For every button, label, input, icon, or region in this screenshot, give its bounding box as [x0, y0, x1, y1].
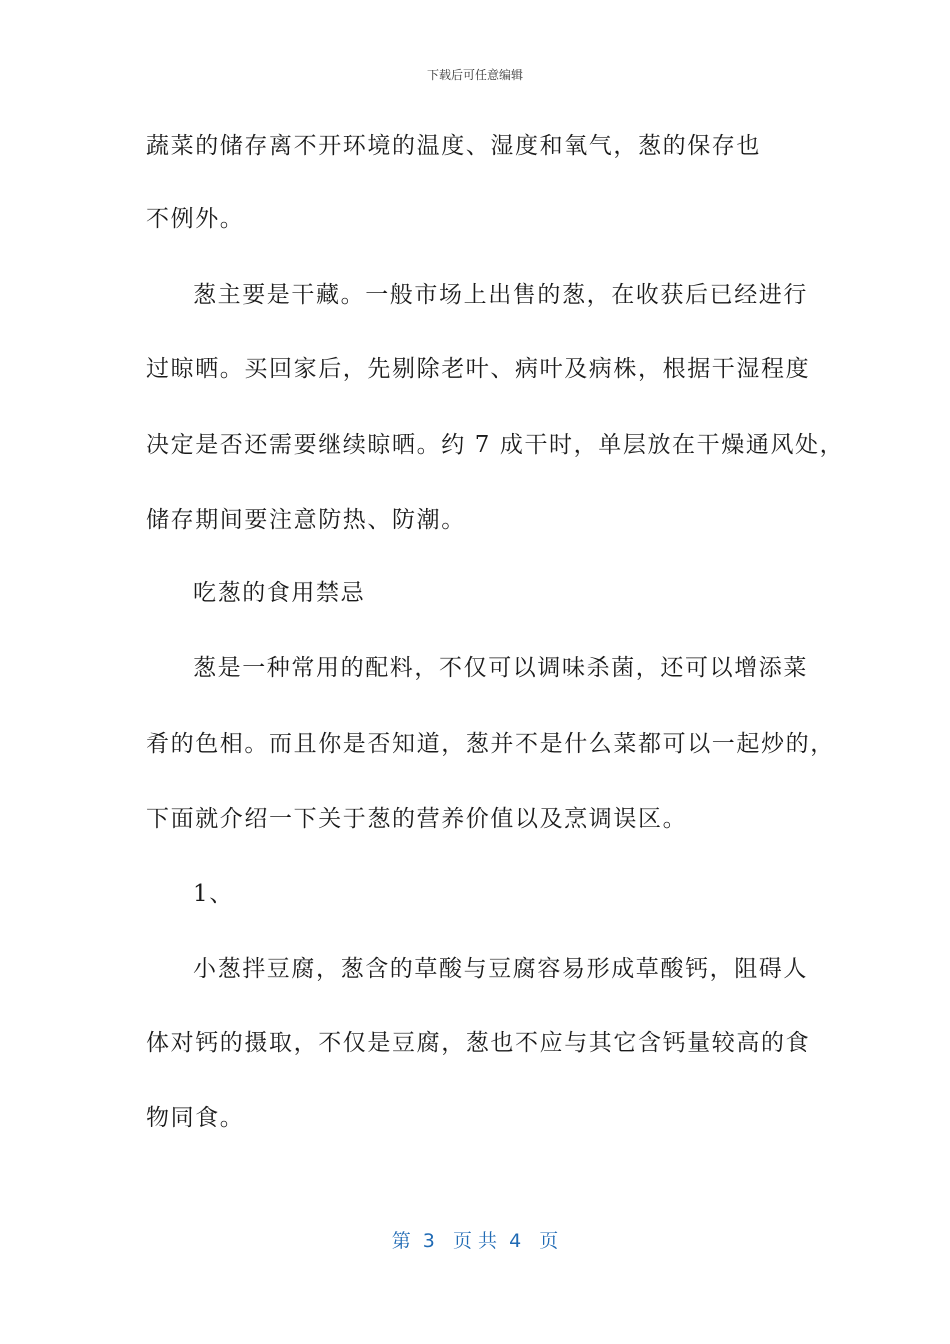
- line-12: 小葱拌豆腐，葱含的草酸与豆腐容易形成草酸钙，阻碍人: [193, 956, 808, 982]
- line-6: 储存期间要注意防热、防潮。: [146, 507, 466, 533]
- line-5: 决定是否还需要继续晾晒。约 7 成干时，单层放在干燥通风处，: [146, 432, 845, 458]
- line-2: 不例外。: [146, 206, 245, 232]
- page-number-text: 第 3 页 共 4 页: [391, 1230, 559, 1252]
- line-13: 体对钙的摄取，不仅是豆腐，葱也不应与其它含钙量较高的食: [146, 1030, 811, 1056]
- line-14: 物同食。: [146, 1105, 245, 1131]
- line-1: 蔬菜的储存离不开环境的温度、湿度和氧气，葱的保存也: [146, 133, 761, 159]
- page-header: 下载后可任意编辑: [426, 68, 523, 82]
- line-9: 肴的色相。而且你是否知道，葱并不是什么菜都可以一起炒的，: [146, 731, 835, 757]
- line-11-list-number: 1、: [193, 881, 234, 907]
- line-3: 葱主要是干藏。一般市场上出售的葱，在收获后已经进行: [193, 282, 808, 308]
- line-10: 下面就介绍一下关于葱的营养价值以及烹调误区。: [146, 806, 688, 832]
- line-4: 过晾晒。买回家后，先剔除老叶、病叶及病株，根据干湿程度: [146, 356, 811, 382]
- line-7-subheading: 吃葱的食用禁忌: [193, 580, 366, 606]
- line-8: 葱是一种常用的配料，不仅可以调味杀菌，还可以增添菜: [193, 655, 808, 681]
- page-footer: [0, 1226, 950, 1253]
